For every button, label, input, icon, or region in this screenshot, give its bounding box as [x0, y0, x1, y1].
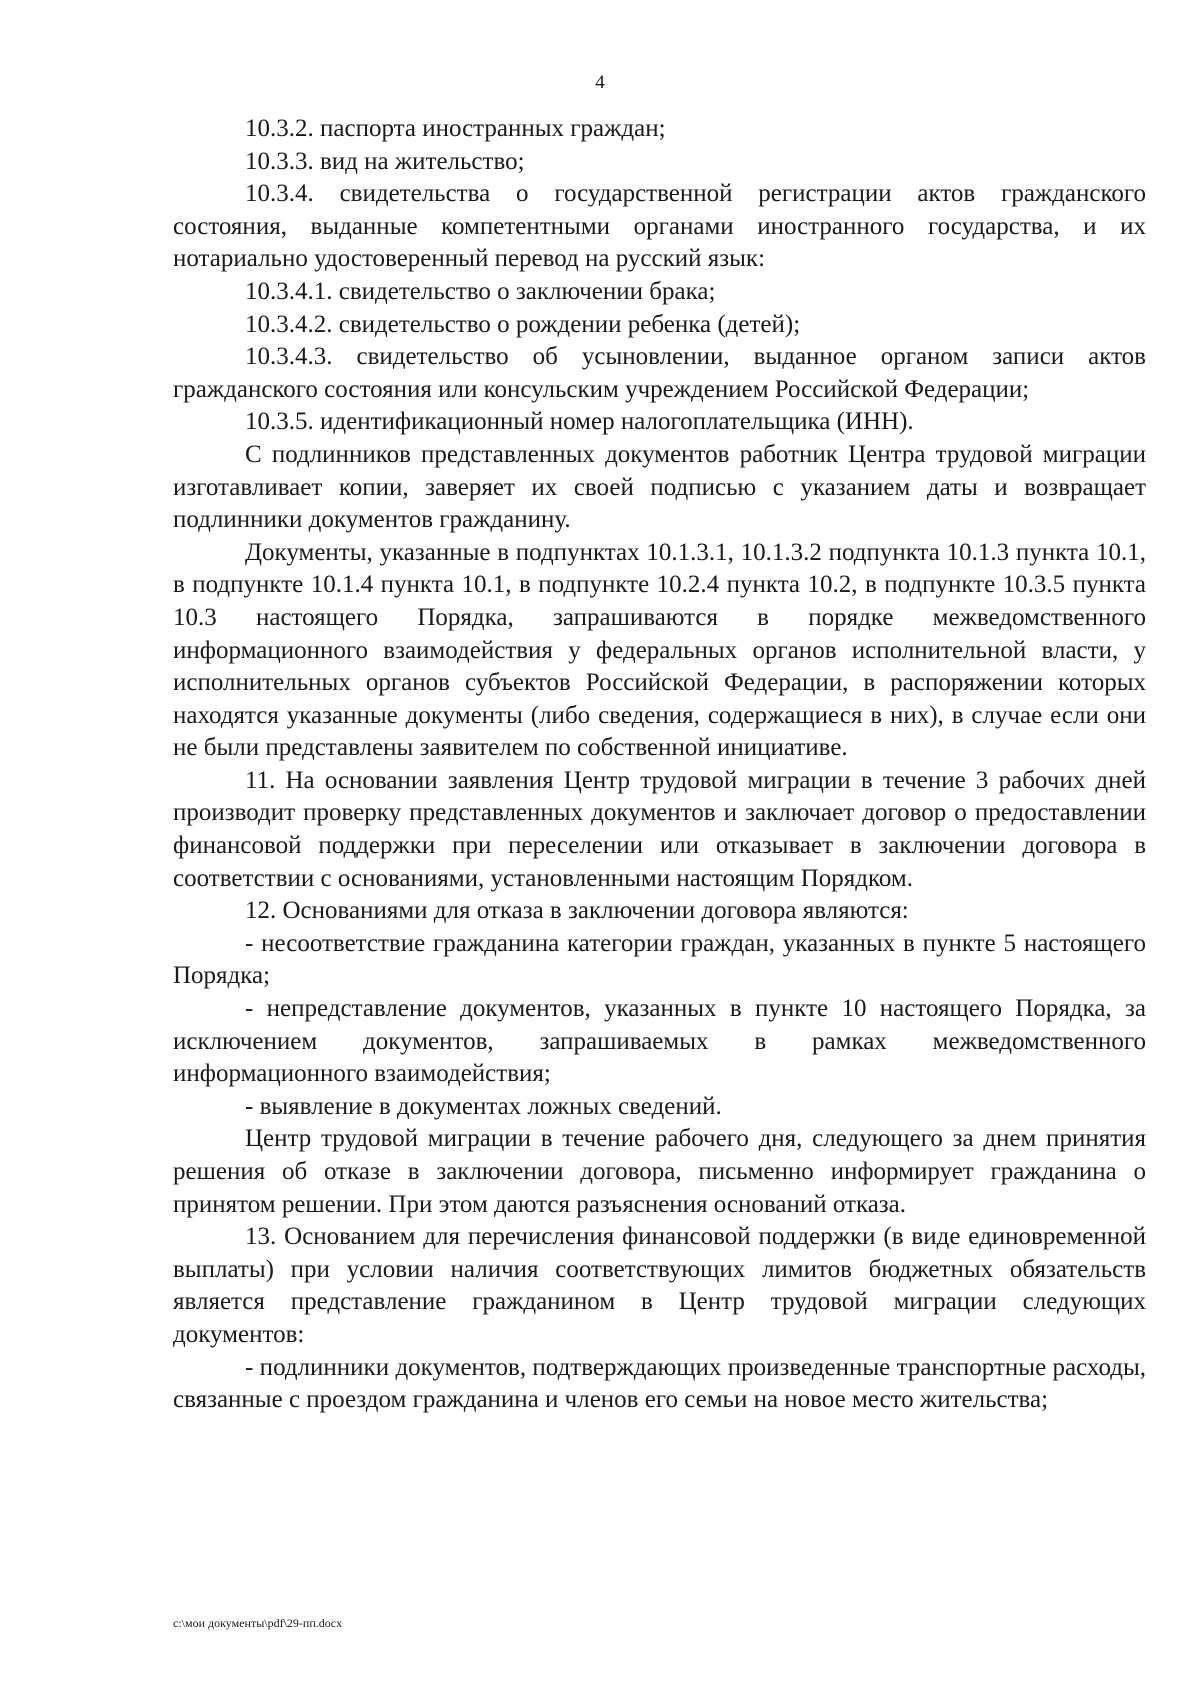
paragraph-11: 11. На основании заявления Центр трудовой миграции в течение 3 рабочих дней производит проверку представленных документов и заключает договор о предоставлении финансовой поддержки при переселении или отказывает в заключении договора в соответствии с основаниями, установленными настоящим Порядком. — [173, 766, 1146, 892]
paragraph-10-3-4-1: 10.3.4.1. свидетельство о заключении брака; — [245, 277, 716, 305]
paragraph-12-reason-3: - выявление в документах ложных сведений. — [245, 1092, 722, 1120]
paragraph-12: 12. Основаниями для отказа в заключении договора являются: — [245, 897, 909, 925]
paragraph-10-3-5: 10.3.5. идентификационный номер налогоплательщика (ИНН). — [245, 408, 914, 436]
paragraph-copies: С подлинников представленных документов работник Центра трудовой миграции изготавливает копии, заверяет их своей подписью с указанием даты и возвращает подлинники документов гражданину. — [173, 440, 1146, 534]
document-body — [173, 113, 1146, 1417]
paragraph-10-3-3: 10.3.3. вид на жительство; — [245, 147, 525, 175]
paragraph-10-3-4-2: 10.3.4.2. свидетельство о рождении ребенка (детей); — [245, 310, 801, 338]
footer-file-path: c:\мои документы\pdf\29-пп.docx — [173, 1616, 343, 1630]
paragraph-10-3-4-3: 10.3.4.3. свидетельство об усыновлении, выданное органом записи актов гражданского состояния или консульским учреждением Российской Федерации; — [173, 343, 1146, 403]
paragraph-refusal-notice: Центр трудовой миграции в течение рабочего дня, следующего за днем принятия решения об отказе в заключении договора, письменно информирует гражданина о принятом решении. При этом даются разъяснения оснований отказа. — [173, 1125, 1146, 1218]
paragraph-13: 13. Основанием для перечисления финансовой поддержки (в виде единовременной выплаты) при условии наличия соответствующих лимитов бюджетных обязательств является представление гражданином в Центр трудовой миграции следующих документов: — [173, 1223, 1146, 1348]
page-number: 4 — [595, 72, 605, 93]
paragraph-10-3-4: 10.3.4. свидетельства о государственной регистрации актов гражданского состояния, выданные компетентными органами иностранного государства, и их нотариально удостоверенный перевод на русский язык: — [173, 180, 1146, 273]
paragraph-13-item-1: - подлинники документов, подтверждающих произведенные транспортные расходы, связанные с проездом гражданина и членов его семьи на новое место жительства; — [173, 1353, 1146, 1414]
paragraph-interagency-documents: Документы, указанные в подпунктах 10.1.3.1, 10.1.3.2 подпункта 10.1.3 пункта 10.1, в подпункте 10.1.4 пункта 10.1, в подпункте 10.2.4 пункта 10.2, в подпункте 10.3.5 пункта 10.3 настоящего Порядка, запрашиваются в порядке межведомственного информационного взаимодействия у федеральных органов исполнительной власти, у исполнительных органов субъектов Российской Федерации, в распоряжении которых находятся указанные документы (либо сведения, содержащиеся в них), в случае если они не были представлены заявителем по собственной инициативе. — [173, 538, 1146, 762]
paragraph-12-reason-2: - непредставление документов, указанных в пункте 10 настоящего Порядка, за исключением документов, запрашиваемых в рамках межведомственного информационного взаимодействия; — [173, 995, 1146, 1088]
paragraph-12-reason-1: - несоответствие гражданина категории граждан, указанных в пункте 5 настоящего Порядка; — [173, 929, 1146, 990]
paragraph-10-3-2: 10.3.2. паспорта иностранных граждан; — [245, 115, 666, 142]
